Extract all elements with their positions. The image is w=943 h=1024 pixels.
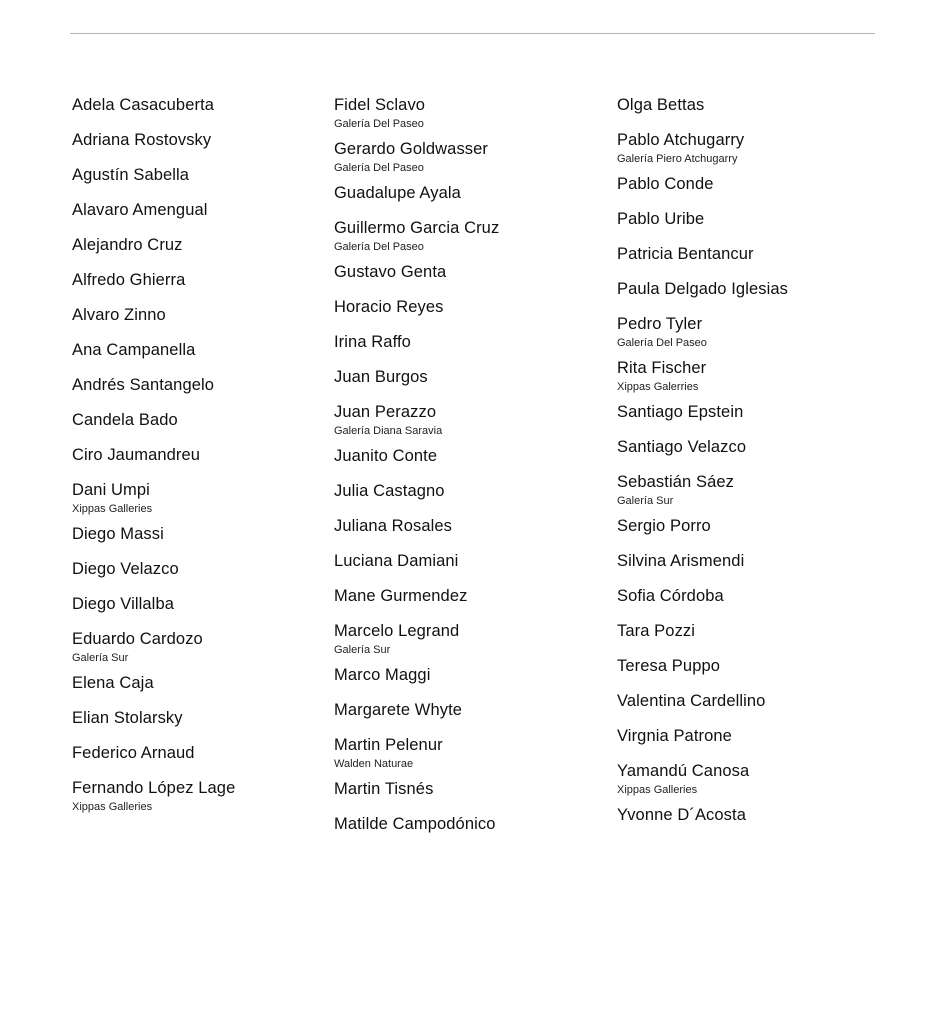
artist-entry[interactable] xyxy=(334,779,617,800)
artist-name: Silvina Arismendi xyxy=(617,552,745,570)
artist-name: Yamandú Canosa xyxy=(617,762,750,780)
artist-entry[interactable] xyxy=(72,708,317,729)
artist-column-2 xyxy=(317,95,617,849)
artist-name: Ana Campanella xyxy=(72,341,196,359)
artist-entry[interactable] xyxy=(334,262,617,283)
artist-entry[interactable] xyxy=(334,139,617,175)
artist-gallery: Galería Del Paseo xyxy=(334,118,424,130)
artist-entry[interactable] xyxy=(617,209,943,230)
header-divider xyxy=(70,33,875,34)
artist-name: Alejandro Cruz xyxy=(72,236,183,254)
artist-entry[interactable] xyxy=(72,165,317,186)
artist-entry[interactable] xyxy=(72,375,317,396)
artist-entry[interactable] xyxy=(617,621,943,642)
artist-entry[interactable] xyxy=(617,551,943,572)
artist-name: Irina Raffo xyxy=(334,333,411,351)
artist-name: Martin Tisnés xyxy=(334,780,434,798)
artist-name: Santiago Epstein xyxy=(617,403,744,421)
artist-name: Guillermo Garcia Cruz xyxy=(334,219,500,237)
artist-columns xyxy=(0,95,943,849)
artist-entry[interactable] xyxy=(72,524,317,545)
artist-entry[interactable] xyxy=(72,480,317,516)
artist-name: Sergio Porro xyxy=(617,517,711,535)
artist-entry[interactable] xyxy=(72,200,317,221)
artist-name: Pablo Uribe xyxy=(617,210,705,228)
artist-gallery: Galería Sur xyxy=(617,495,674,507)
artist-name: Elena Caja xyxy=(72,674,154,692)
artist-name: Juanito Conte xyxy=(334,447,438,465)
artist-name: Ciro Jaumandreu xyxy=(72,446,201,464)
artist-name: Guadalupe Ayala xyxy=(334,184,461,202)
artist-entry[interactable] xyxy=(72,778,317,814)
artist-entry[interactable] xyxy=(72,340,317,361)
artist-name: Diego Velazco xyxy=(72,560,179,578)
artist-name: Yvonne D´Acosta xyxy=(617,806,746,824)
artist-name: Agustín Sabella xyxy=(72,166,190,184)
artist-entry[interactable] xyxy=(72,410,317,431)
artist-entry[interactable] xyxy=(334,402,617,438)
artist-entry[interactable] xyxy=(72,270,317,291)
artist-entry[interactable] xyxy=(617,402,943,423)
artist-name: Paula Delgado Iglesias xyxy=(617,280,788,298)
artist-entry[interactable] xyxy=(334,481,617,502)
artist-column-3 xyxy=(617,95,943,840)
artist-entry[interactable] xyxy=(334,95,617,131)
artist-gallery: Xippas Galleries xyxy=(617,784,698,796)
artist-entry[interactable] xyxy=(334,332,617,353)
artist-entry[interactable] xyxy=(617,437,943,458)
artist-entry[interactable] xyxy=(617,761,943,797)
artist-entry[interactable] xyxy=(617,472,943,508)
artist-entry[interactable] xyxy=(334,516,617,537)
artist-entry[interactable] xyxy=(617,174,943,195)
artist-name: Julia Castagno xyxy=(334,482,445,500)
artist-gallery: Galería Sur xyxy=(72,652,129,664)
artist-name: Luciana Damiani xyxy=(334,552,459,570)
artist-entry[interactable] xyxy=(72,629,317,665)
artist-gallery: Galería Piero Atchugarry xyxy=(617,153,738,165)
artist-name: Candela Bado xyxy=(72,411,178,429)
artist-entry[interactable] xyxy=(72,235,317,256)
artist-entry[interactable] xyxy=(334,218,617,254)
artist-name: Gustavo Genta xyxy=(334,263,447,281)
artist-name: Matilde Campodónico xyxy=(334,815,496,833)
artist-name: Adela Casacuberta xyxy=(72,96,215,114)
artist-gallery: Xippas Galleries xyxy=(72,801,153,813)
artist-entry[interactable] xyxy=(334,367,617,388)
artist-name: Margarete Whyte xyxy=(334,701,463,719)
artist-name: Elian Stolarsky xyxy=(72,709,183,727)
artist-gallery: Galería Diana Saravia xyxy=(334,425,443,437)
artist-gallery: Walden Naturae xyxy=(334,758,414,770)
artist-entry[interactable] xyxy=(617,516,943,537)
artist-entry[interactable] xyxy=(334,665,617,686)
artist-name: Mane Gurmendez xyxy=(334,587,468,605)
artist-entry[interactable] xyxy=(72,305,317,326)
artist-entry[interactable] xyxy=(617,130,943,166)
artist-name: Diego Villalba xyxy=(72,595,174,613)
artist-name: Patricia Bentancur xyxy=(617,245,754,263)
artist-entry[interactable] xyxy=(617,314,943,350)
artist-gallery: Galería Sur xyxy=(334,644,391,656)
artist-entry[interactable] xyxy=(72,743,317,764)
artist-name: Juan Perazzo xyxy=(334,403,437,421)
artist-name: Sofia Córdoba xyxy=(617,587,724,605)
artist-gallery: Xippas Galerries xyxy=(617,381,699,393)
artist-entry[interactable] xyxy=(617,691,943,712)
artist-name: Virgnia Patrone xyxy=(617,727,732,745)
artist-entry[interactable] xyxy=(617,726,943,747)
artist-name: Pedro Tyler xyxy=(617,315,703,333)
artist-name: Santiago Velazco xyxy=(617,438,747,456)
artist-entry[interactable] xyxy=(617,586,943,607)
artist-entry[interactable] xyxy=(334,621,617,657)
artist-entry[interactable] xyxy=(617,279,943,300)
artist-entry[interactable] xyxy=(72,559,317,580)
artist-entry[interactable] xyxy=(72,673,317,694)
artist-name: Horacio Reyes xyxy=(334,298,444,316)
artist-entry[interactable] xyxy=(617,358,943,394)
artist-name: Juliana Rosales xyxy=(334,517,452,535)
artist-name: Gerardo Goldwasser xyxy=(334,140,489,158)
artist-name: Martin Pelenur xyxy=(334,736,443,754)
artist-entry[interactable] xyxy=(72,594,317,615)
artist-entry[interactable] xyxy=(617,656,943,677)
artist-name: Andrés Santangelo xyxy=(72,376,215,394)
artist-name: Fernando López Lage xyxy=(72,779,236,797)
artist-entry[interactable] xyxy=(334,551,617,572)
artist-name: Marco Maggi xyxy=(334,666,431,684)
artist-entry[interactable] xyxy=(334,700,617,721)
artist-name: Dani Umpi xyxy=(72,481,150,499)
artist-column-1 xyxy=(0,95,317,822)
artist-name: Valentina Cardellino xyxy=(617,692,766,710)
artist-name: Eduardo Cardozo xyxy=(72,630,203,648)
artist-entry[interactable] xyxy=(617,244,943,265)
artist-entry[interactable] xyxy=(334,586,617,607)
artist-name: Sebastián Sáez xyxy=(617,473,734,491)
artist-name: Juan Burgos xyxy=(334,368,428,386)
artist-gallery: Galería Del Paseo xyxy=(334,162,424,174)
artist-name: Federico Arnaud xyxy=(72,744,195,762)
artist-entry[interactable] xyxy=(334,814,617,835)
artist-name: Fidel Sclavo xyxy=(334,96,426,114)
artist-entry[interactable] xyxy=(617,805,943,826)
artist-name: Teresa Puppo xyxy=(617,657,721,675)
artist-name: Alfredo Ghierra xyxy=(72,271,186,289)
artist-name: Pablo Conde xyxy=(617,175,714,193)
artist-name: Adriana Rostovsky xyxy=(72,131,212,149)
artist-name: Marcelo Legrand xyxy=(334,622,460,640)
artist-gallery: Galería Del Paseo xyxy=(617,337,707,349)
artist-entry[interactable] xyxy=(72,130,317,151)
artist-name: Alavaro Amengual xyxy=(72,201,208,219)
artist-entry[interactable] xyxy=(334,183,617,204)
artist-name: Alvaro Zinno xyxy=(72,306,166,324)
artist-name: Rita Fischer xyxy=(617,359,707,377)
artist-name: Pablo Atchugarry xyxy=(617,131,745,149)
artist-gallery: Xippas Galleries xyxy=(72,503,153,515)
artist-entry[interactable] xyxy=(72,95,317,116)
artist-entry[interactable] xyxy=(617,95,943,116)
artist-name: Tara Pozzi xyxy=(617,622,696,640)
artist-name: Diego Massi xyxy=(72,525,164,543)
artist-entry[interactable] xyxy=(72,445,317,466)
artist-gallery: Galería Del Paseo xyxy=(334,241,424,253)
artist-entry[interactable] xyxy=(334,446,617,467)
artist-entry[interactable] xyxy=(334,297,617,318)
artist-name: Olga Bettas xyxy=(617,96,705,114)
artist-entry[interactable] xyxy=(334,735,617,771)
